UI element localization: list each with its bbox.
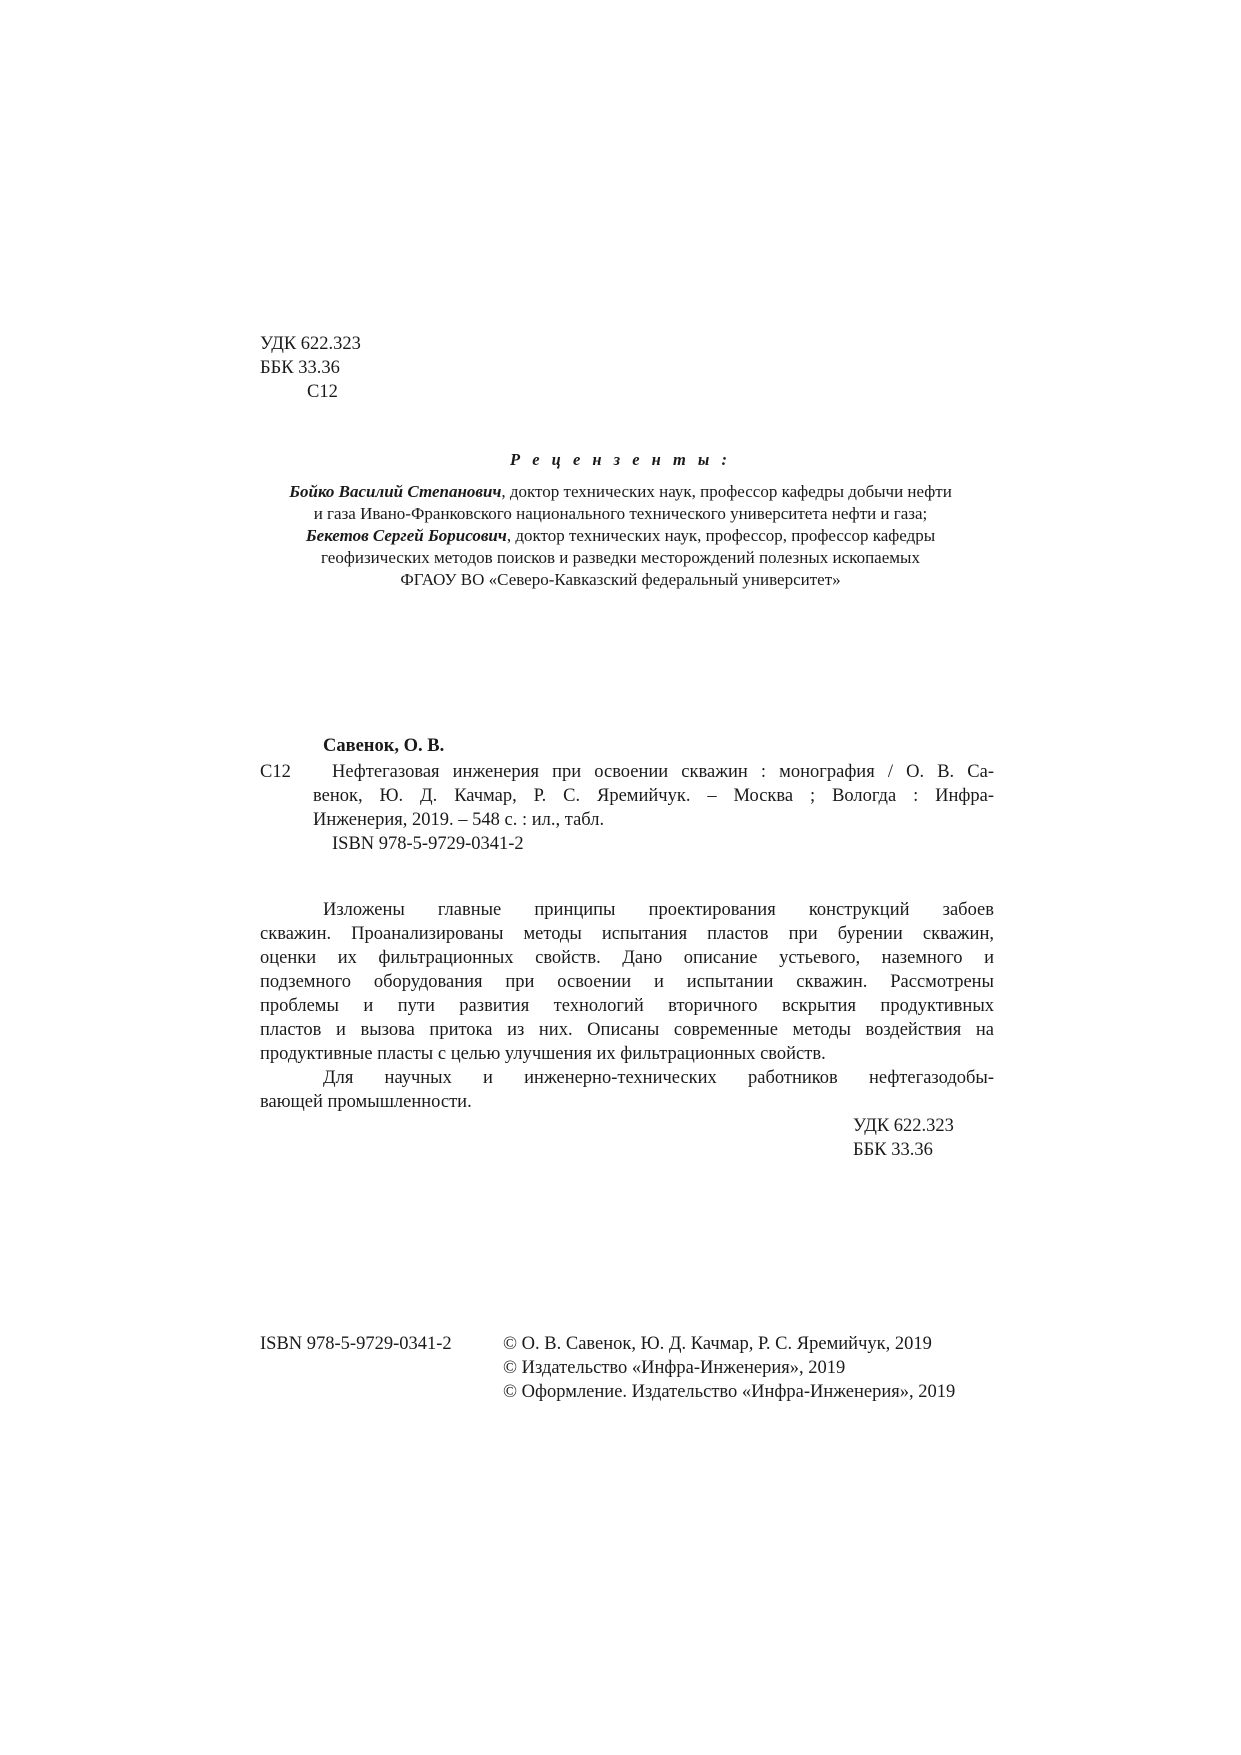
catalog-description <box>313 760 994 832</box>
reviewer-line <box>0 481 1241 503</box>
copyright-line: © Оформление. Издательство «Инфра-Инженерия», 2019 <box>503 1382 956 1402</box>
abstract-line: Для научных и инженерно-технических работников нефтегазодобы- <box>323 1068 994 1088</box>
author-mark: С12 <box>307 382 338 402</box>
catalog-author-heading: Савенок, О. В. <box>323 736 445 756</box>
abstract-line: скважин. Проанализированы методы испытания пластов при бурении скважин, <box>260 924 994 944</box>
reviewer-name: Бекетов Сергей Борисович <box>305 526 507 545</box>
catalog-description-line: Нефтегазовая инженерия при освоении скважин : монография / О. В. Са- <box>332 762 994 782</box>
abstract-line: проблемы и пути развития технологий вторичного вскрытия продуктивных <box>260 996 994 1016</box>
catalog-description-line: венок, Ю. Д. Качмар, Р. С. Яремийчук. – Москва ; Вологда : Инфра- <box>313 786 994 806</box>
abstract-line: продуктивные пласты с целью улучшения их фильтрационных свойств. <box>260 1044 826 1064</box>
copyright-line: © О. В. Савенок, Ю. Д. Качмар, Р. С. Яремийчук, 2019 <box>503 1334 932 1354</box>
reviewer-name: Бойко Василий Степанович <box>289 482 502 501</box>
catalog-isbn: ISBN 978-5-9729-0341-2 <box>332 834 524 854</box>
reviewer-line <box>0 569 1241 591</box>
abstract-line: вающей промышленности. <box>260 1092 472 1112</box>
reviewers-heading: Р е ц е н з е н т ы : <box>509 450 731 469</box>
copyright-line: © Издательство «Инфра-Инженерия», 2019 <box>503 1358 846 1378</box>
abstract-paragraph <box>260 898 994 1114</box>
reviewer-line <box>0 525 1241 547</box>
abstract-udk: УДК 622.323 <box>853 1116 954 1136</box>
reviewer-line <box>0 547 1241 569</box>
abstract-line: оценки их фильтрационных свойств. Дано описание устьевого, наземного и <box>260 948 994 968</box>
abstract-line: пластов и вызова притока из них. Описаны современные методы воздействия на <box>260 1020 994 1040</box>
reviewer-info: ФГАОУ ВО «Северо-Кавказский федеральный университет» <box>400 570 841 589</box>
catalog-mark: С12 <box>260 762 291 782</box>
reviewer-info: , доктор технических наук, профессор, профессор кафедры <box>506 526 936 545</box>
catalog-description-line: Инженерия, 2019. – 548 с. : ил., табл. <box>313 810 605 830</box>
reviewer-info: и газа Ивано-Франковского национального технического университета нефти и газа; <box>313 504 928 523</box>
udk-code: УДК 622.323 <box>260 334 361 354</box>
bbk-code: ББК 33.36 <box>260 358 340 378</box>
abstract-bbk: ББК 33.36 <box>853 1140 933 1160</box>
reviewer-info: , доктор технических наук, профессор кафедры добычи нефти <box>501 482 952 501</box>
reviewer-line <box>0 503 1241 525</box>
abstract-line: подземного оборудования при освоении и испытании скважин. Рассмотрены <box>260 972 994 992</box>
abstract-line: Изложены главные принципы проектирования конструкций забоев <box>323 900 994 920</box>
reviewer-info: геофизических методов поисков и разведки месторождений полезных ископаемых <box>321 548 920 567</box>
copyright-isbn: ISBN 978-5-9729-0341-2 <box>260 1334 452 1354</box>
